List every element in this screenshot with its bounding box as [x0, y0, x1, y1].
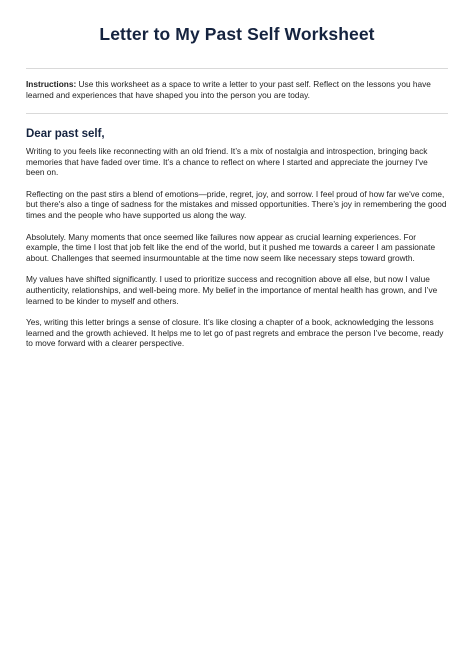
page-title: Letter to My Past Self Worksheet — [99, 24, 375, 44]
instructions-text: Use this worksheet as a space to write a letter to your past self. Reflect on the lessons you have learned and experiences that have shaped you into the person you are today. — [26, 79, 431, 100]
letter-paragraph-5: Yes, writing this letter brings a sense of closure. It’s like closing a chapter of a book, acknowledging the lessons learned and the growth achieved. It helps me to let go of past regrets and embrace the person I’ve become, ready to move forward with a clearer perspective. — [26, 317, 444, 349]
instructions-label: Instructions: — [26, 79, 77, 89]
top-divider — [26, 68, 448, 69]
instructions-divider — [26, 113, 448, 114]
salutation: Dear past self, — [26, 128, 105, 140]
letter-paragraph-3: Absolutely. Many moments that once seemed like failures now appear as crucial learning experiences. For example, the time I lost that job felt like the end of the world, but it pushed me towards a career I am passionate about. Challenges that seemed insurmountable at the time now seem like necessary steps toward growth. — [26, 231, 436, 263]
letter-paragraph-4: My values have shifted significantly. I used to prioritize success and recognition above all else, but now I value authenticity, relationships, and well-being more. My belief in the importance of mental health has grown, and I’ve learned to be kinder to myself and others. — [26, 274, 438, 306]
letter-body — [26, 126, 448, 349]
instructions — [26, 79, 448, 101]
letter-paragraph-2: Reflecting on the past stirs a blend of emotions—pride, regret, joy, and sorrow. I feel proud of how far we've come, but there's also a tinge of sadness for the mistakes and missed opportunities. There’s joy in remembering the good times and the people who have supported us along the way. — [26, 188, 447, 220]
letter-paragraph-1: Writing to you feels like reconnecting with an old friend. It’s a mix of nostalgia and introspection, bringing back memories that have faded over time. It’s a chance to reflect on where I started and appreciate the journey I've been on. — [26, 146, 428, 178]
